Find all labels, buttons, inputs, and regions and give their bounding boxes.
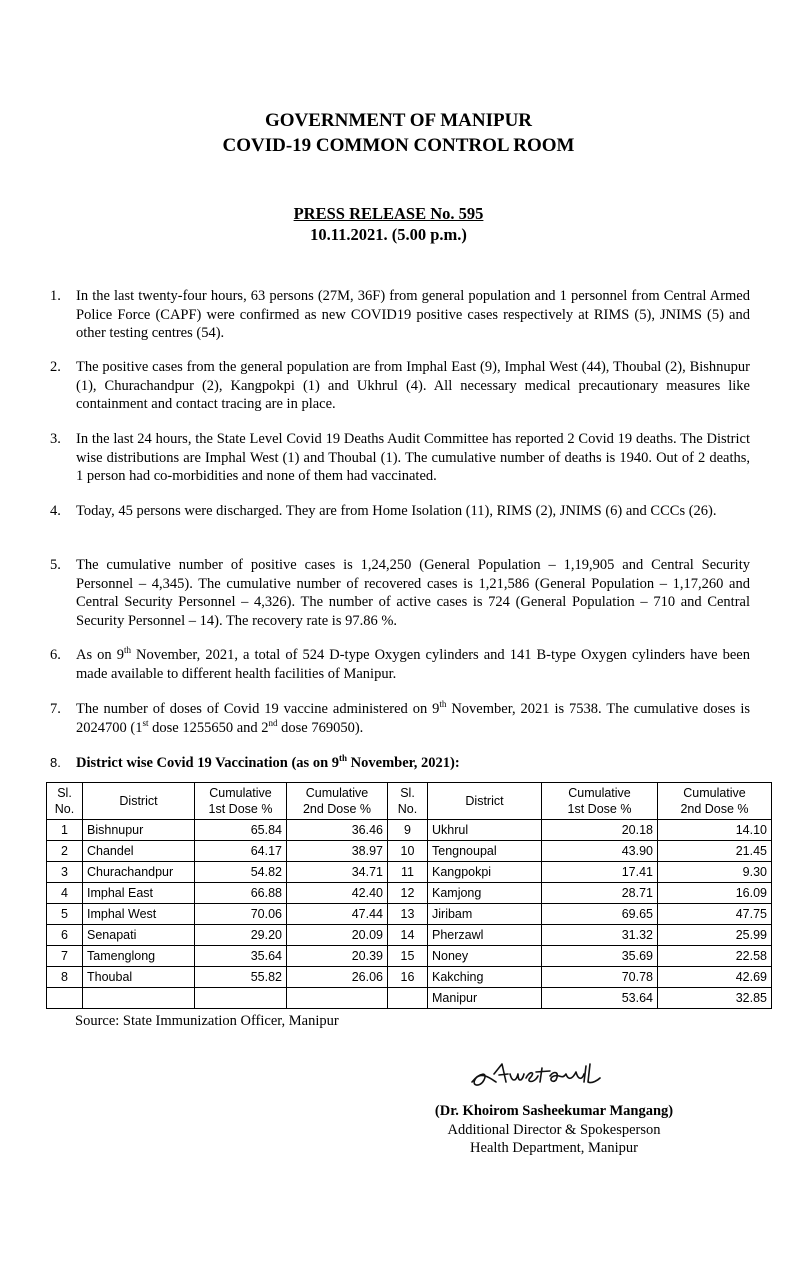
district-cell: Chandel — [83, 841, 195, 862]
table-header-row — [47, 783, 772, 820]
first-dose-cell: 28.71 — [542, 883, 658, 904]
second-dose-cell: 47.44 — [287, 904, 388, 925]
paragraph-7 — [50, 700, 750, 737]
district-cell: Bishnupur — [83, 820, 195, 841]
district-cell: Manipur — [428, 988, 542, 1009]
serial-number-cell — [47, 988, 83, 1009]
serial-number-cell: 5 — [47, 904, 83, 925]
paragraph-text: In the last 24 hours, the State Level Covid 19 Deaths Audit Committee has reported 2 Covid 19 deaths. The District wise distributions are Imphal West (1) and Thoubal (1). The cumulative number of deaths is 1940. Out of 2 deaths, 1 person had co-morbidities and none of them had vaccinated. — [76, 431, 750, 484]
signatory-department: Health Department, Manipur — [470, 1140, 638, 1156]
paragraph-4 — [50, 502, 750, 521]
paragraph-number: 3. — [50, 431, 61, 447]
serial-number-cell: 13 — [388, 904, 428, 925]
first-dose-cell: 69.65 — [542, 904, 658, 925]
first-dose-cell: 66.88 — [195, 883, 287, 904]
first-dose-cell: 55.82 — [195, 967, 287, 988]
signatory-block — [420, 1102, 688, 1158]
serial-number-cell: 16 — [388, 967, 428, 988]
district-cell: Churachandpur — [83, 862, 195, 883]
first-dose-cell: 31.32 — [542, 925, 658, 946]
paragraph-number: 5. — [50, 557, 61, 573]
district-cell: Jiribam — [428, 904, 542, 925]
release-datetime: 10.11.2021. (5.00 p.m.) — [310, 225, 467, 244]
district-cell: Tamenglong — [83, 946, 195, 967]
col-header-sl: Sl. No. — [388, 783, 428, 820]
table-row — [47, 925, 772, 946]
table-row — [47, 967, 772, 988]
district-cell: Tengnoupal — [428, 841, 542, 862]
paragraph-number: 6. — [50, 647, 61, 663]
paragraph-text: Today, 45 persons were discharged. They are from Home Isolation (11), RIMS (2), JNIMS (6) and CCCs (26). — [76, 503, 717, 519]
paragraph-text: The number of doses of Covid 19 vaccine administered on 9th November, 2021 is 7538. The cumulative doses is 2024700 (1st dose 1255650 and 2nd dose 769050). — [76, 699, 750, 736]
paragraph-text: In the last twenty-four hours, 63 persons (27M, 36F) from general population and 1 personnel from Central Armed Police Force (CAPF) were confirmed as new COVID19 positive cases respectively at RIMS (5), JNIMS (5) and other testing centres (54). — [76, 288, 750, 341]
col-header-dose2: Cumulative 2nd Dose % — [287, 783, 388, 820]
document-header — [0, 108, 797, 158]
serial-number-cell: 7 — [47, 946, 83, 967]
first-dose-cell: 53.64 — [542, 988, 658, 1009]
serial-number-cell: 6 — [47, 925, 83, 946]
second-dose-cell: 16.09 — [658, 883, 772, 904]
first-dose-cell: 54.82 — [195, 862, 287, 883]
serial-number-cell: 2 — [47, 841, 83, 862]
first-dose-cell: 17.41 — [542, 862, 658, 883]
table-row — [47, 820, 772, 841]
release-heading — [0, 203, 777, 245]
serial-number-cell: 10 — [388, 841, 428, 862]
source-note: Source: State Immunization Officer, Manipur — [75, 1013, 339, 1029]
serial-number-cell: 11 — [388, 862, 428, 883]
table-row — [47, 904, 772, 925]
col-header-sl: Sl. No. — [47, 783, 83, 820]
district-cell: Noney — [428, 946, 542, 967]
paragraph-1 — [50, 287, 750, 343]
second-dose-cell: 25.99 — [658, 925, 772, 946]
paragraph-text: As on 9th November, 2021, a total of 524 D-type Oxygen cylinders and 141 B-type Oxygen cylinders have been made available to different health facilities of Manipur. — [76, 645, 750, 682]
second-dose-cell: 34.71 — [287, 862, 388, 883]
district-cell: Thoubal — [83, 967, 195, 988]
signatory-designation: Additional Director & Spokesperson — [447, 1121, 661, 1138]
serial-number-cell: 1 — [47, 820, 83, 841]
control-room-title: COVID-19 COMMON CONTROL ROOM — [222, 135, 575, 156]
second-dose-cell: 20.39 — [287, 946, 388, 967]
serial-number-cell — [388, 988, 428, 1009]
first-dose-cell: 70.06 — [195, 904, 287, 925]
second-dose-cell: 38.97 — [287, 841, 388, 862]
second-dose-cell: 42.69 — [658, 967, 772, 988]
first-dose-cell: 35.64 — [195, 946, 287, 967]
paragraph-number: 1. — [50, 288, 61, 304]
serial-number-cell: 8 — [47, 967, 83, 988]
vaccination-title: District wise Covid 19 Vaccination (as on 9th November, 2021): — [76, 753, 460, 771]
col-header-district: District — [428, 783, 542, 820]
second-dose-cell — [287, 988, 388, 1009]
signatory-name: (Dr. Khoirom Sasheekumar Mangang) — [434, 1103, 674, 1119]
item-number: 8. — [50, 755, 61, 770]
district-cell: Kangpokpi — [428, 862, 542, 883]
district-cell: Ukhrul — [428, 820, 542, 841]
district-cell: Imphal West — [83, 904, 195, 925]
col-header-dose2: Cumulative 2nd Dose % — [658, 783, 772, 820]
district-cell: Kamjong — [428, 883, 542, 904]
table-row — [47, 862, 772, 883]
second-dose-cell: 47.75 — [658, 904, 772, 925]
second-dose-cell: 21.45 — [658, 841, 772, 862]
paragraph-text: The positive cases from the general population are from Imphal East (9), Imphal West (44), Thoubal (2), Bishnupur (1), Churachandpur (2), Kangpokpi (1) and Ukhrul (4). All necessary medical precautionary measures like containment and contact tracing are in place. — [76, 359, 750, 412]
district-cell: Imphal East — [83, 883, 195, 904]
serial-number-cell: 12 — [388, 883, 428, 904]
serial-number-cell: 14 — [388, 925, 428, 946]
paragraph-2 — [50, 358, 750, 414]
paragraph-6 — [50, 646, 750, 683]
second-dose-cell: 26.06 — [287, 967, 388, 988]
second-dose-cell: 32.85 — [658, 988, 772, 1009]
paragraph-5 — [50, 556, 750, 630]
district-cell: Senapati — [83, 925, 195, 946]
table-row — [47, 946, 772, 967]
second-dose-cell: 42.40 — [287, 883, 388, 904]
first-dose-cell: 29.20 — [195, 925, 287, 946]
paragraph-number: 7. — [50, 701, 61, 717]
serial-number-cell: 9 — [388, 820, 428, 841]
table-row — [47, 988, 772, 1009]
district-cell: Kakching — [428, 967, 542, 988]
government-title: GOVERNMENT OF MANIPUR — [264, 110, 533, 131]
second-dose-cell: 9.30 — [658, 862, 772, 883]
first-dose-cell: 70.78 — [542, 967, 658, 988]
serial-number-cell: 15 — [388, 946, 428, 967]
press-release-number: PRESS RELEASE No. 595 — [293, 204, 484, 223]
paragraph-3 — [50, 430, 750, 486]
table-row — [47, 883, 772, 904]
second-dose-cell: 14.10 — [658, 820, 772, 841]
serial-number-cell: 3 — [47, 862, 83, 883]
col-header-dose1: Cumulative 1st Dose % — [195, 783, 287, 820]
vaccination-section-heading — [50, 753, 770, 773]
serial-number-cell: 4 — [47, 883, 83, 904]
first-dose-cell: 35.69 — [542, 946, 658, 967]
handwritten-signature — [466, 1058, 636, 1092]
paragraph-number: 2. — [50, 359, 61, 375]
vaccination-table — [46, 782, 772, 1009]
table-body — [47, 820, 772, 1009]
first-dose-cell: 64.17 — [195, 841, 287, 862]
first-dose-cell: 65.84 — [195, 820, 287, 841]
table-row — [47, 841, 772, 862]
col-header-dose1: Cumulative 1st Dose % — [542, 783, 658, 820]
col-header-district: District — [83, 783, 195, 820]
second-dose-cell: 20.09 — [287, 925, 388, 946]
district-cell — [83, 988, 195, 1009]
first-dose-cell: 43.90 — [542, 841, 658, 862]
paragraph-text: The cumulative number of positive cases is 1,24,250 (General Population – 1,19,905 and Central Security Personnel – 4,345). The cumulative number of recovered cases is 1,21,586 (General Population – 1,17,260 and Central Security Personnel – 4,326). The number of active cases is 724 (General Population – 710 and Central Security Personnel – 14). The recovery rate is 97.86 %. — [76, 557, 750, 629]
second-dose-cell: 36.46 — [287, 820, 388, 841]
first-dose-cell: 20.18 — [542, 820, 658, 841]
second-dose-cell: 22.58 — [658, 946, 772, 967]
paragraph-number: 4. — [50, 503, 61, 519]
district-cell: Pherzawl — [428, 925, 542, 946]
first-dose-cell — [195, 988, 287, 1009]
